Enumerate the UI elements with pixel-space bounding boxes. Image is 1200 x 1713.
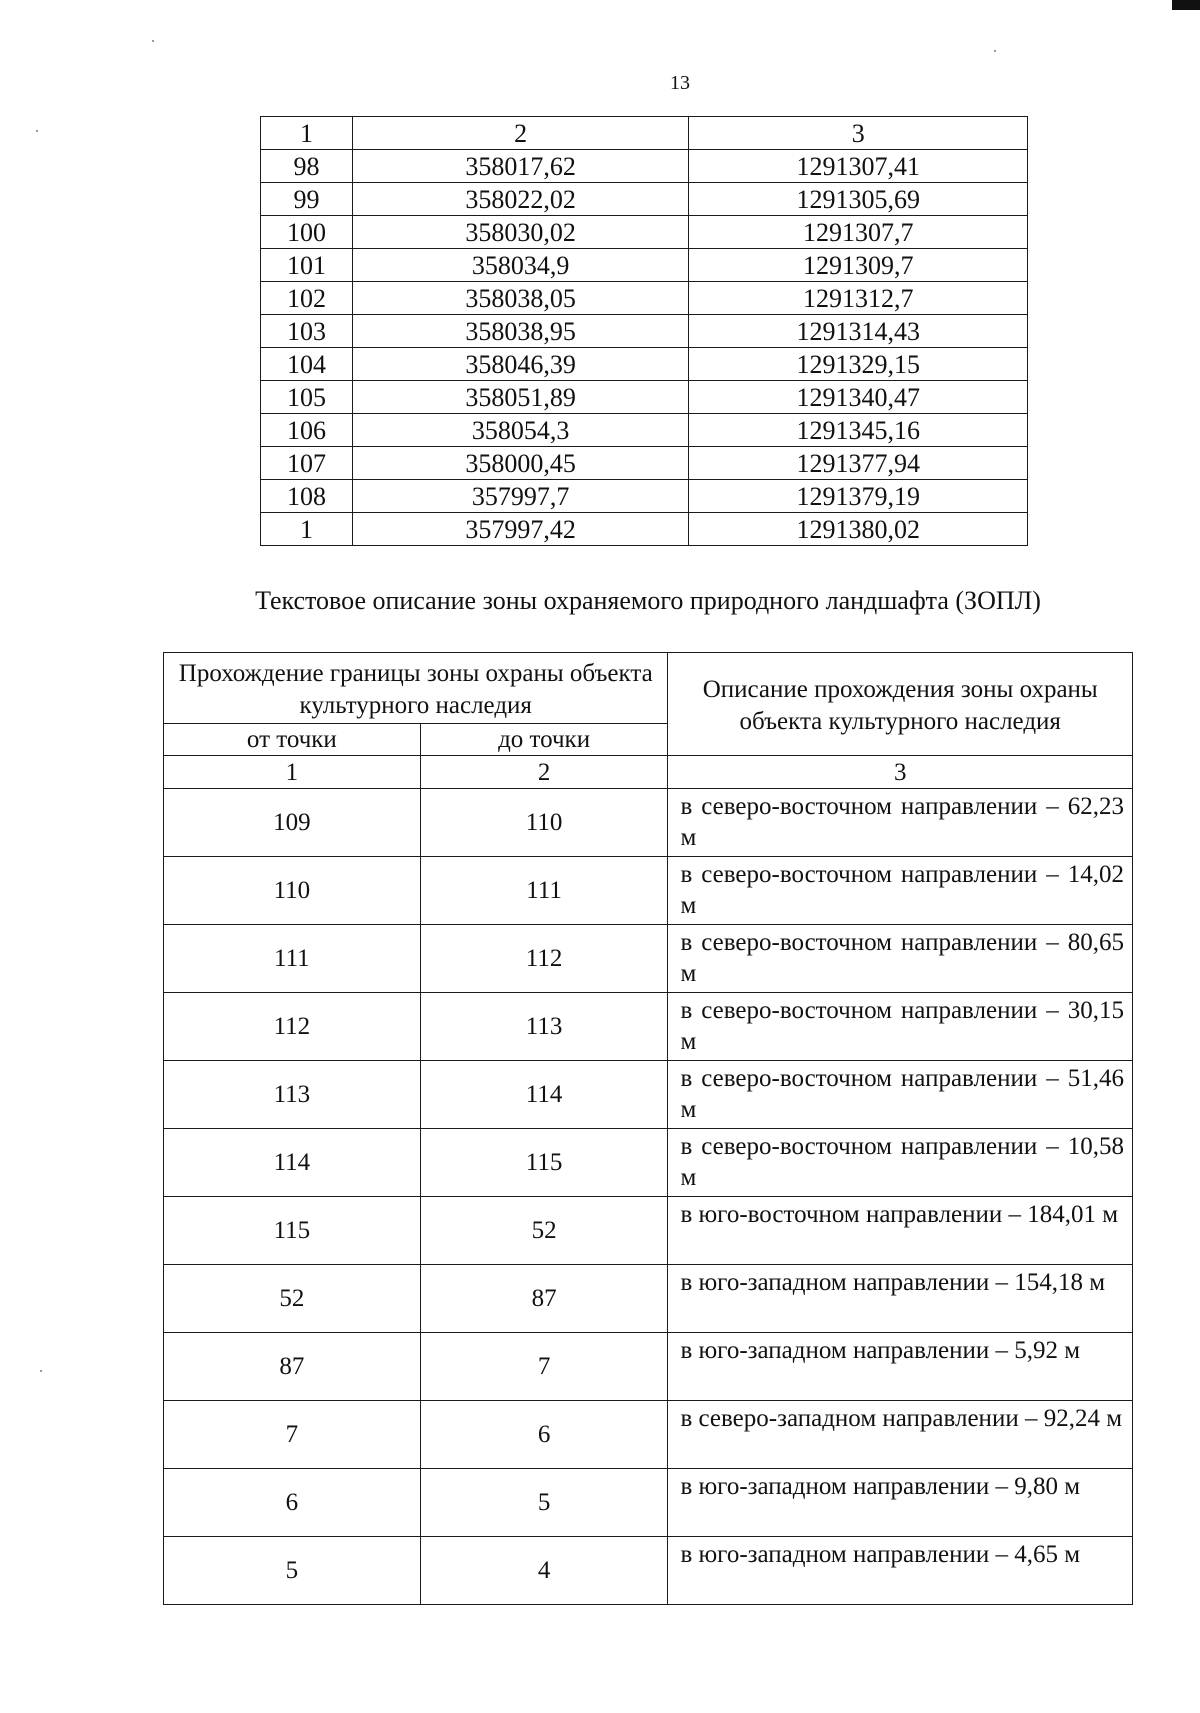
point-number-cell: 1	[261, 513, 353, 546]
column-number-cell: 3	[668, 756, 1133, 789]
from-point-cell: 52	[164, 1265, 421, 1333]
zone-row	[164, 1469, 1133, 1537]
scan-corner-mark	[1172, 0, 1200, 10]
passage-description-cell: в юго-восточном направлении – 184,01 м	[668, 1197, 1133, 1265]
passage-description-cell: в северо-восточном направлении – 51,46 м	[668, 1061, 1133, 1129]
x-coordinate-cell: 358046,39	[352, 348, 689, 381]
coordinates-row	[261, 150, 1028, 183]
coordinates-row	[261, 480, 1028, 513]
to-point-cell: 110	[420, 789, 668, 857]
scan-speck	[40, 1370, 42, 1372]
y-coordinate-cell: 1291314,43	[689, 315, 1028, 348]
from-point-cell: 114	[164, 1129, 421, 1197]
coordinates-header-cell: 1	[261, 117, 353, 150]
zone-header-row	[164, 653, 1133, 724]
coordinates-row	[261, 447, 1028, 480]
coordinates-row	[261, 249, 1028, 282]
zone-row	[164, 1129, 1133, 1197]
coordinates-row	[261, 381, 1028, 414]
header-boundary-passage: Прохождение границы зоны охраны объекта культурного наследия	[164, 653, 668, 724]
zone-row	[164, 1061, 1133, 1129]
point-number-cell: 105	[261, 381, 353, 414]
point-number-cell: 108	[261, 480, 353, 513]
from-point-cell: 5	[164, 1537, 421, 1605]
point-number-cell: 103	[261, 315, 353, 348]
column-number-cell: 2	[420, 756, 668, 789]
to-point-cell: 114	[420, 1061, 668, 1129]
coordinates-table	[260, 116, 1028, 546]
x-coordinate-cell: 358030,02	[352, 216, 689, 249]
y-coordinate-cell: 1291309,7	[689, 249, 1028, 282]
coordinates-header-row	[261, 117, 1028, 150]
y-coordinate-cell: 1291329,15	[689, 348, 1028, 381]
passage-description-cell: в юго-западном направлении – 9,80 м	[668, 1469, 1133, 1537]
coordinates-header-cell: 2	[352, 117, 689, 150]
x-coordinate-cell: 358034,9	[352, 249, 689, 282]
y-coordinate-cell: 1291307,41	[689, 150, 1028, 183]
zone-row	[164, 925, 1133, 993]
x-coordinate-cell: 358038,05	[352, 282, 689, 315]
from-point-cell: 113	[164, 1061, 421, 1129]
point-number-cell: 102	[261, 282, 353, 315]
x-coordinate-cell: 358051,89	[352, 381, 689, 414]
x-coordinate-cell: 357997,7	[352, 480, 689, 513]
to-point-cell: 87	[420, 1265, 668, 1333]
x-coordinate-cell: 358038,95	[352, 315, 689, 348]
scan-speck	[36, 130, 38, 132]
point-number-cell: 101	[261, 249, 353, 282]
coordinates-row	[261, 348, 1028, 381]
passage-description-cell: в юго-западном направлении – 154,18 м	[668, 1265, 1133, 1333]
section-title: Текстовое описание зоны охраняемого природного ландшафта (ЗОПЛ)	[255, 586, 1041, 615]
y-coordinate-cell: 1291312,7	[689, 282, 1028, 315]
x-coordinate-cell: 358000,45	[352, 447, 689, 480]
to-point-cell: 5	[420, 1469, 668, 1537]
passage-description-cell: в северо-западном направлении – 92,24 м	[668, 1401, 1133, 1469]
from-point-cell: 6	[164, 1469, 421, 1537]
from-point-cell: 115	[164, 1197, 421, 1265]
y-coordinate-cell: 1291307,7	[689, 216, 1028, 249]
passage-description-cell: в северо-восточном направлении – 80,65 м	[668, 925, 1133, 993]
zone-row	[164, 1401, 1133, 1469]
coordinates-row	[261, 282, 1028, 315]
zone-row	[164, 1537, 1133, 1605]
coordinates-row	[261, 315, 1028, 348]
point-number-cell: 99	[261, 183, 353, 216]
column-number-row	[164, 756, 1133, 789]
zone-description-table	[163, 652, 1133, 1605]
to-point-cell: 111	[420, 857, 668, 925]
page-number-text: 13	[670, 72, 690, 94]
x-coordinate-cell: 358054,3	[352, 414, 689, 447]
zone-row	[164, 789, 1133, 857]
to-point-cell: 115	[420, 1129, 668, 1197]
coordinates-row	[261, 414, 1028, 447]
passage-description-cell: в северо-восточном направлении – 62,23 м	[668, 789, 1133, 857]
header-passage-description: Описание прохождения зоны охраны объекта культурного наследия	[668, 653, 1133, 756]
zone-row	[164, 857, 1133, 925]
from-point-cell: 87	[164, 1333, 421, 1401]
header-from-point: от точки	[164, 724, 421, 756]
zone-row	[164, 1265, 1133, 1333]
coordinates-header-cell: 3	[689, 117, 1028, 150]
from-point-cell: 112	[164, 993, 421, 1061]
zone-row	[164, 993, 1133, 1061]
to-point-cell: 112	[420, 925, 668, 993]
y-coordinate-cell: 1291305,69	[689, 183, 1028, 216]
y-coordinate-cell: 1291379,19	[689, 480, 1028, 513]
zone-row	[164, 1333, 1133, 1401]
point-number-cell: 98	[261, 150, 353, 183]
point-number-cell: 100	[261, 216, 353, 249]
point-number-cell: 107	[261, 447, 353, 480]
header-to-point: до точки	[420, 724, 668, 756]
point-number-cell: 106	[261, 414, 353, 447]
passage-description-cell: в юго-западном направлении – 5,92 м	[668, 1333, 1133, 1401]
coordinates-row	[261, 513, 1028, 546]
passage-description-cell: в юго-западном направлении – 4,65 м	[668, 1537, 1133, 1605]
scan-speck	[994, 50, 996, 52]
y-coordinate-cell: 1291380,02	[689, 513, 1028, 546]
to-point-cell: 4	[420, 1537, 668, 1605]
point-number-cell: 104	[261, 348, 353, 381]
from-point-cell: 111	[164, 925, 421, 993]
from-point-cell: 109	[164, 789, 421, 857]
y-coordinate-cell: 1291377,94	[689, 447, 1028, 480]
to-point-cell: 7	[420, 1333, 668, 1401]
y-coordinate-cell: 1291345,16	[689, 414, 1028, 447]
passage-description-cell: в северо-восточном направлении – 30,15 м	[668, 993, 1133, 1061]
zone-table-body	[164, 653, 1133, 1605]
from-point-cell: 7	[164, 1401, 421, 1469]
scan-speck	[152, 40, 154, 42]
to-point-cell: 113	[420, 993, 668, 1061]
from-point-cell: 110	[164, 857, 421, 925]
column-number-cell: 1	[164, 756, 421, 789]
page-number	[80, 72, 1200, 95]
to-point-cell: 6	[420, 1401, 668, 1469]
passage-description-cell: в северо-восточном направлении – 10,58 м	[668, 1129, 1133, 1197]
x-coordinate-cell: 357997,42	[352, 513, 689, 546]
passage-description-cell: в северо-восточном направлении – 14,02 м	[668, 857, 1133, 925]
coordinates-table-body	[261, 117, 1028, 546]
coordinates-row	[261, 216, 1028, 249]
coordinates-row	[261, 183, 1028, 216]
to-point-cell: 52	[420, 1197, 668, 1265]
x-coordinate-cell: 358017,62	[352, 150, 689, 183]
y-coordinate-cell: 1291340,47	[689, 381, 1028, 414]
x-coordinate-cell: 358022,02	[352, 183, 689, 216]
zone-row	[164, 1197, 1133, 1265]
